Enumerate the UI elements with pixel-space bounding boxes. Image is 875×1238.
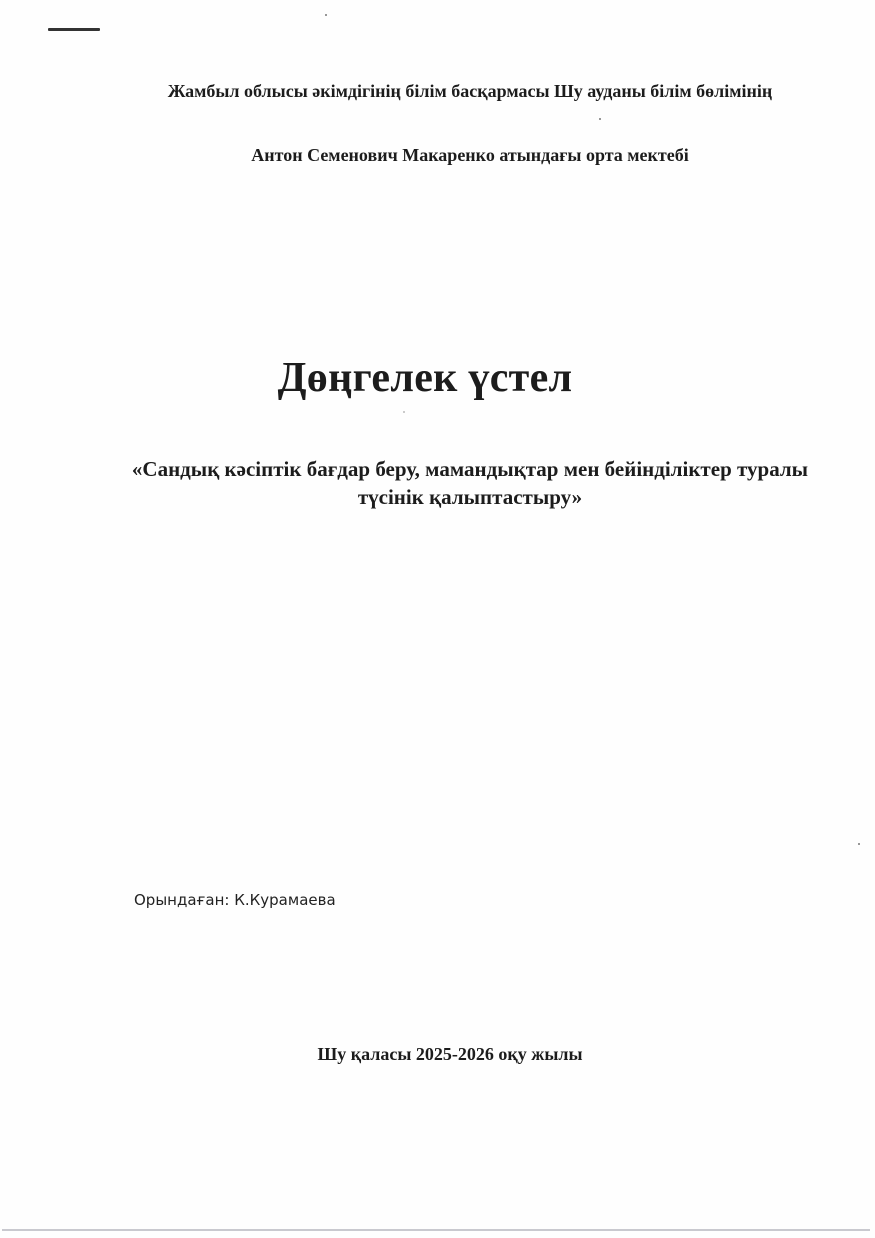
scan-speck [858, 843, 860, 845]
scan-mark [48, 28, 100, 31]
scan-speck [599, 118, 601, 120]
page-title: Дөңгелек үстел [277, 355, 573, 401]
header-school: Антон Семенович Макаренко атындағы орта мектебі [251, 145, 689, 165]
footer-city-year: Шу қаласы 2025-2026 оқу жылы [317, 1044, 583, 1064]
scan-speck [325, 14, 327, 16]
page-bottom-edge [2, 1229, 870, 1231]
page-subtitle: «Сандық кәсіптік бағдар беру, мамандықтар мен бейінділіктер туралы түсінік қалыптастыру» [131, 457, 809, 509]
header-organization: Жамбыл облысы әкімдігінің білім басқармасы Шу ауданы білім бөлімінің [167, 81, 773, 101]
author-line: Орындаған: К.Курамаева [134, 891, 336, 909]
scan-speck [403, 411, 405, 413]
